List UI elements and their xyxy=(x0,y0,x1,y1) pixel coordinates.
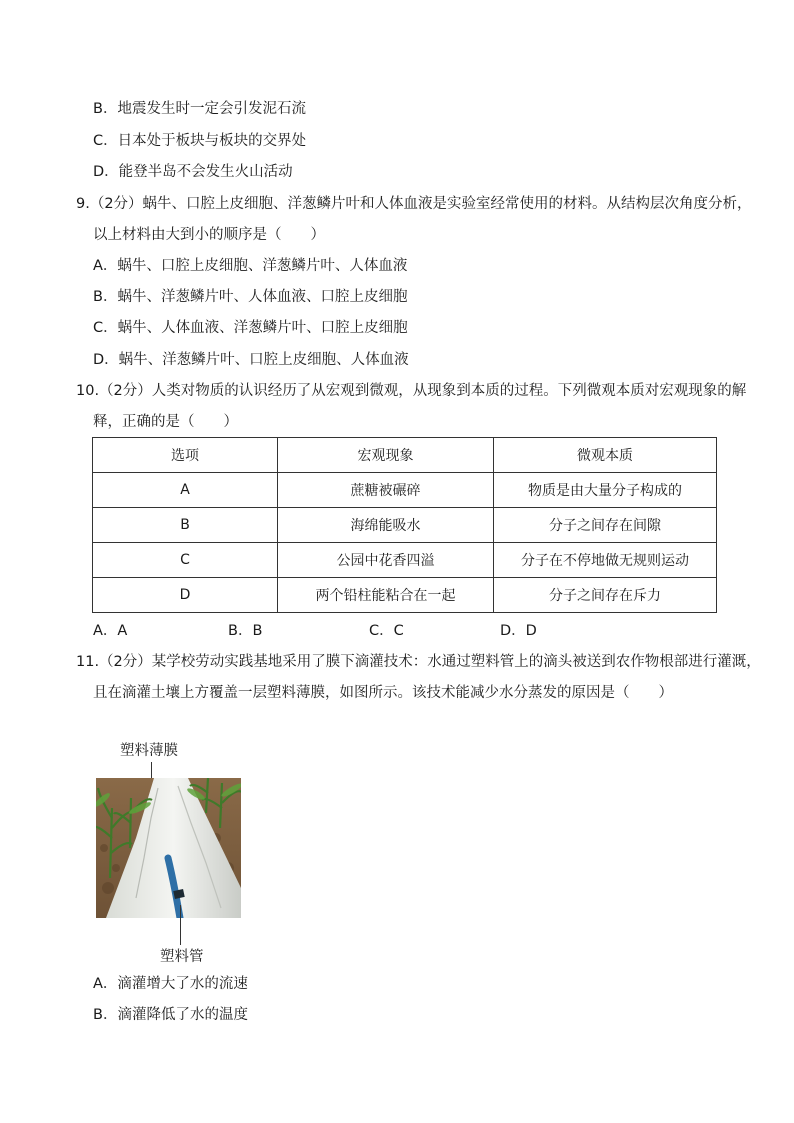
table-row xyxy=(93,508,717,543)
q11-option-b: B．滴灌降低了水的温度 xyxy=(93,1007,248,1023)
q9-option-d: D．蜗牛、洋葱鳞片叶、口腔上皮细胞、人体血液 xyxy=(93,352,409,368)
table-row xyxy=(93,473,717,508)
table-cell: 分子之间存在斥力 xyxy=(494,578,717,613)
q9-stem-line2: 以上材料由大到小的顺序是（ ） xyxy=(93,227,325,243)
table-cell: D xyxy=(93,578,278,613)
table-cell: 公园中花香四溢 xyxy=(278,543,494,578)
q8-option-b: B．地震发生时一定会引发泥石流 xyxy=(93,101,306,117)
q8-option-c: C．日本处于板块与板块的交界处 xyxy=(93,133,307,149)
q9-option-b: B．蜗牛、洋葱鳞片叶、人体血液、口腔上皮细胞 xyxy=(93,289,408,305)
figure-label-plastic-pipe: 塑料管 xyxy=(160,949,204,965)
table-cell: 海绵能吸水 xyxy=(278,508,494,543)
table-header-cell: 宏观现象 xyxy=(278,438,494,473)
figure-leader-line-bottom xyxy=(180,905,181,945)
table-cell: B xyxy=(93,508,278,543)
q9-stem-line1: 9.（2分）蜗牛、口腔上皮细胞、洋葱鳞片叶和人体血液是实验室经常使用的材料。从结构层次角度分析， xyxy=(76,196,752,212)
table-header-cell: 微观本质 xyxy=(494,438,717,473)
drip-irrigation-photo xyxy=(96,778,241,918)
q11-stem-line2: 且在滴灌土壤上方覆盖一层塑料薄膜，如图所示。该技术能减少水分蒸发的原因是（ ） xyxy=(93,685,673,701)
q8-option-d: D．能登半岛不会发生火山活动 xyxy=(93,164,293,180)
q9-option-a: A．蜗牛、口腔上皮细胞、洋葱鳞片叶、人体血液 xyxy=(93,258,408,274)
q11-stem-line1: 11.（2分）某学校劳动实践基地采用了膜下滴灌技术：水通过塑料管上的滴头被送到农作物根部进行灌溉， xyxy=(76,654,761,670)
table-header-cell: 选项 xyxy=(93,438,278,473)
table-row xyxy=(93,578,717,613)
table-row xyxy=(93,543,717,578)
figure-label-plastic-film: 塑料薄膜 xyxy=(120,743,178,759)
table-cell: 蔗糖被碾碎 xyxy=(278,473,494,508)
table-cell: 物质是由大量分子构成的 xyxy=(494,473,717,508)
table-cell: 两个铅柱能粘合在一起 xyxy=(278,578,494,613)
table-cell: 分子在不停地做无规则运动 xyxy=(494,543,717,578)
q10-table xyxy=(92,437,717,613)
q10-option-b: B．B xyxy=(228,623,263,639)
q10-option-a: A．A xyxy=(93,623,128,639)
q10-option-c: C．C xyxy=(369,623,404,639)
table-cell: A xyxy=(93,473,278,508)
table-cell: 分子之间存在间隙 xyxy=(494,508,717,543)
q10-stem-line2: 释，正确的是（ ） xyxy=(93,414,238,430)
table-cell: C xyxy=(93,543,278,578)
q11-option-a: A．滴灌增大了水的流速 xyxy=(93,976,248,992)
q9-option-c: C．蜗牛、人体血液、洋葱鳞片叶、口腔上皮细胞 xyxy=(93,320,408,336)
q10-stem-line1: 10.（2分）人类对物质的认识经历了从宏观到微观，从现象到本质的过程。下列微观本质对宏观现象的解 xyxy=(76,383,747,399)
table-header-row xyxy=(93,438,717,473)
q10-option-d: D．D xyxy=(500,623,537,639)
